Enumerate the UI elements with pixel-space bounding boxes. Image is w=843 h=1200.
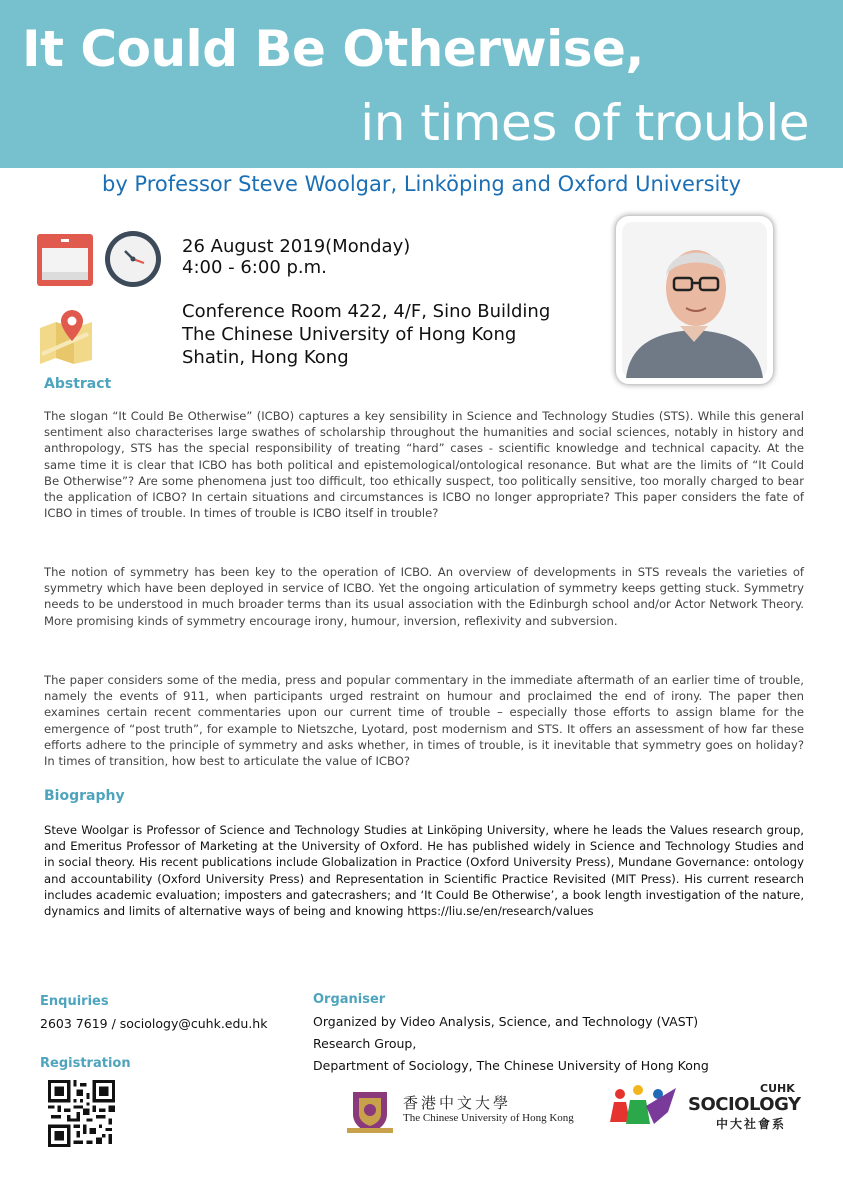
organiser-heading: Organiser bbox=[313, 992, 386, 1007]
sociology-logo-chinese: 中大社會系 bbox=[716, 1117, 787, 1131]
abstract-paragraph-2: The notion of symmetry has been key to the operation of ICBO. An overview of developments in STS reveals the varieties of symmetry which have been deployed in service of ICBO. Yet the ongoing articulation of symmetry keeps getting stuck. Symmetry needs to be understood in much broader terms than its usual association with the Edinburgh school and/or Actor Network Theory. More promising kinds of symmetry encourage irony, humour, inversion, reflexivity and subversion. bbox=[44, 565, 804, 628]
abstract-paragraph-3: The paper considers some of the media, press and popular commentary in the immediate aftermath of an earlier time of trouble, namely the events of 911, when participants urged restraint on humour and proclaimed the end of irony. The paper then examines certain recent commentaries upon our current time of trouble – especially those efforts to assign blame for the emergence of “post truth”, for example to Nietszche, Lyotard, post modernism and STS. It offers an assessment of how far these efforts adhere to the principle of symmetry and asks whether, in times of trouble, is it inevitable that symmetry goes on holiday? In times of transition, how best to articulate the value of ICBO? bbox=[44, 673, 804, 769]
sociology-logo-main: SOCIOLOGY bbox=[688, 1094, 801, 1115]
title-line-1: It Could Be Otherwise, bbox=[22, 20, 644, 78]
vast-group-logo-icon bbox=[610, 1082, 678, 1126]
venue-line-1: Conference Room 422, 4/F, Sino Building bbox=[182, 301, 551, 322]
registration-heading: Registration bbox=[40, 1056, 131, 1071]
speaker-portrait bbox=[616, 216, 773, 384]
enquiries-contact[interactable]: 2603 7619 / sociology@cuhk.edu.hk bbox=[40, 1016, 268, 1031]
cuhk-logo-chinese: 香港中文大學 bbox=[403, 1094, 512, 1112]
organiser-line-2: Research Group, bbox=[313, 1036, 417, 1051]
title-line-2: in times of trouble bbox=[360, 94, 809, 152]
registration-qr-code[interactable] bbox=[48, 1080, 115, 1147]
event-date: 26 August 2019(Monday) bbox=[182, 236, 411, 257]
enquiries-heading: Enquiries bbox=[40, 994, 109, 1009]
speaker-byline: by Professor Steve Woolgar, Linköping and Oxford University bbox=[101, 172, 742, 196]
biography-heading: Biography bbox=[44, 788, 125, 804]
abstract-paragraph-1: The slogan “It Could Be Otherwise” (ICBO) captures a key sensibility in Science and Technology Studies (STS). While this general sentiment also characterises large swathes of scholarship throughout the humanities and social sciences, notably in history and anthropology, STS has the special responsibility of treating “hard” cases - scientific knowledge and technical capacity. At the same time it is clear that ICBO has both political and epistemological/ontological resonance. But what are the limits of “It Could Be Otherwise”? Are some phenomena just too difficult, too ethically suspect, too politically sensitive, too morally charged to bear the application of ICBO? In certain situations and circumstances is ICBO no longer appropriate? This paper considers the fate of ICBO in times of trouble. In times of trouble is ICBO itself in trouble? bbox=[44, 409, 804, 521]
venue-line-3: Shatin, Hong Kong bbox=[182, 347, 349, 368]
event-datetime bbox=[182, 236, 410, 278]
speaker-photo bbox=[615, 215, 774, 385]
abstract-heading: Abstract bbox=[44, 376, 112, 392]
cuhk-logo-english: The Chinese University of Hong Kong bbox=[403, 1112, 574, 1124]
map-pin-icon bbox=[38, 306, 94, 364]
calendar-icon bbox=[36, 232, 94, 288]
organiser-line-1: Organized by Video Analysis, Science, and Technology (VAST) bbox=[313, 1014, 699, 1029]
venue-line-2: The Chinese University of Hong Kong bbox=[182, 324, 517, 345]
organiser-line-3: Department of Sociology, The Chinese University of Hong Kong bbox=[313, 1058, 709, 1073]
event-time: 4:00 - 6:00 p.m. bbox=[182, 257, 327, 278]
sociology-logo-cuhk: CUHK bbox=[760, 1082, 795, 1095]
event-venue bbox=[182, 300, 550, 369]
cuhk-crest-icon bbox=[345, 1088, 395, 1134]
biography-text: Steve Woolgar is Professor of Science and Technology Studies at Linköping University, where he leads the Values research group, and Emeritus Professor of Marketing at the University of Oxford. He has published widely in Science and Technology Studies and in social theory. His recent publications include Globalization in Practice (Oxford University Press), Mundane Governance: ontology and accountability (Oxford University Press) and Representation in Scientific Practice Revisited (MIT Press). His current research includes academic evaluation; imposters and gatecrashers; and ‘It Could Be Otherwise’, a book length investigation of the nature, dynamics and limits of alternative ways of being and knowing https://liu.se/en/research/values bbox=[44, 823, 804, 919]
clock-icon bbox=[104, 230, 162, 288]
